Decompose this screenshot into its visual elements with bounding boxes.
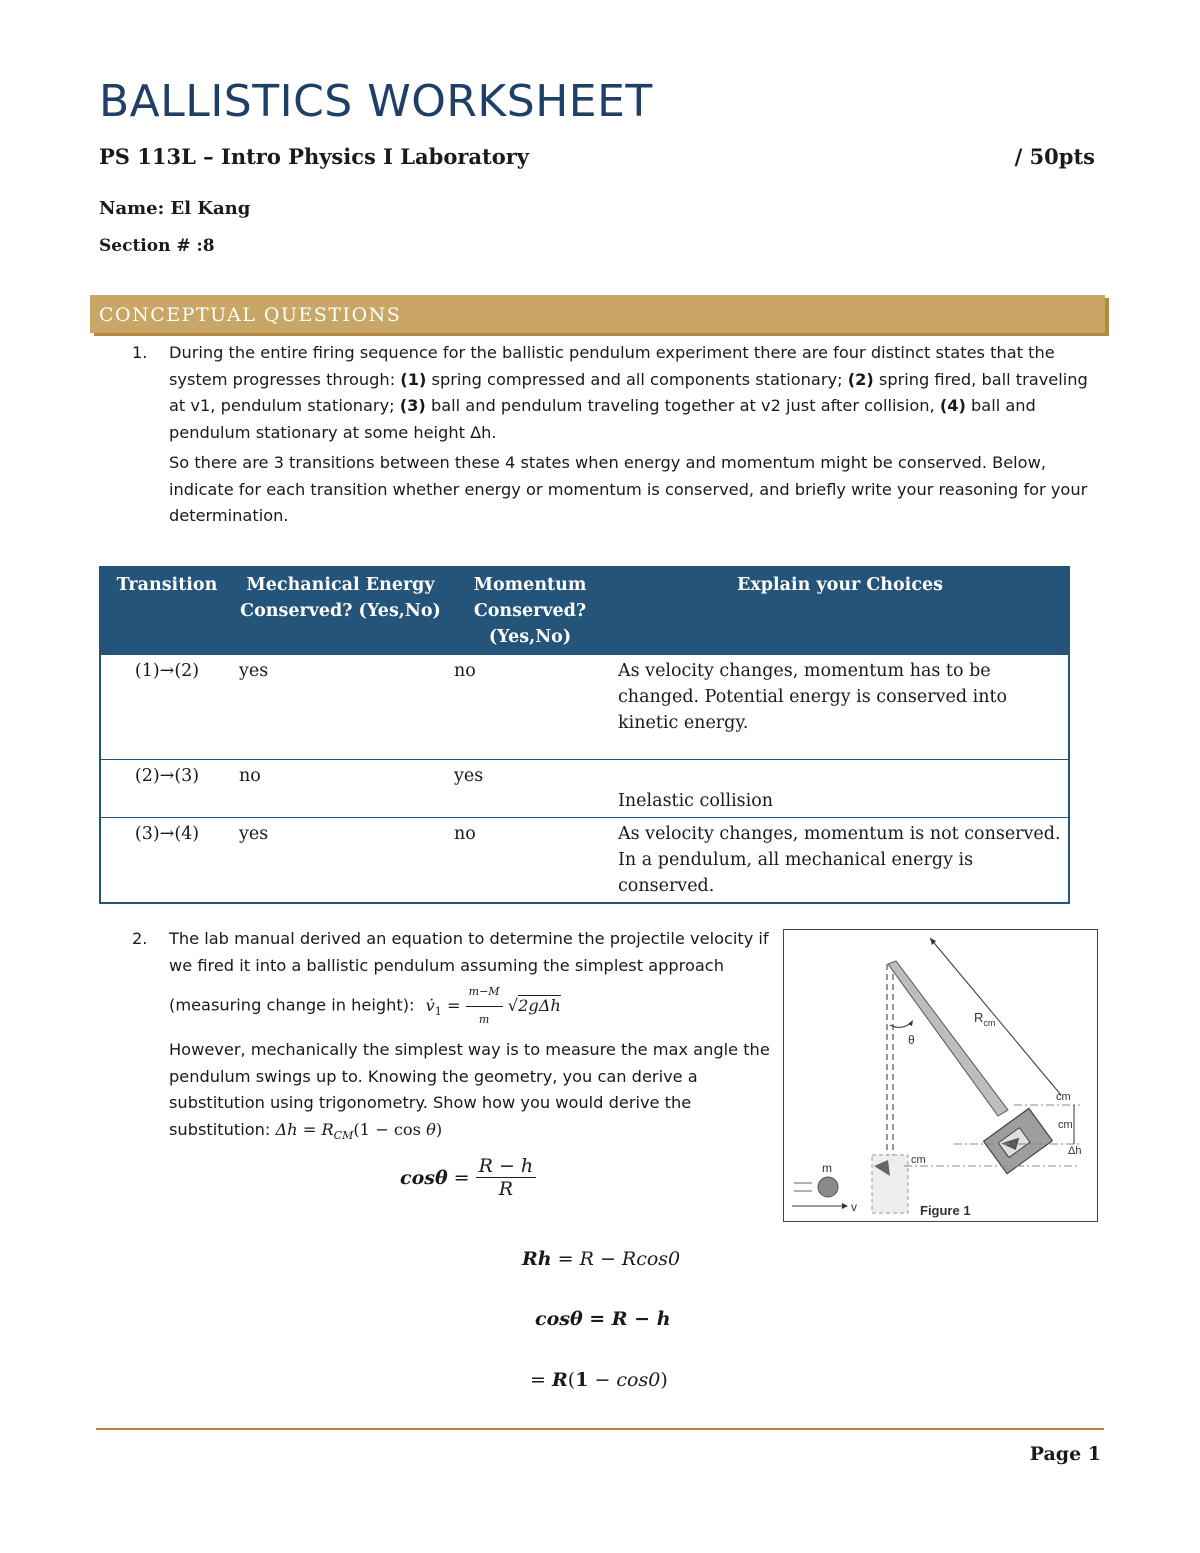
cell-transition: (3)→(4): [100, 818, 233, 904]
equation-r-one-minus-cos: = R(1 − cos0): [530, 1369, 668, 1391]
rcm-label: $R_{cm}$: [974, 1010, 996, 1028]
theta-label: θ: [908, 1033, 915, 1047]
course-name: PS 113L – Intro Physics I Laboratory: [99, 144, 529, 169]
cell-momentum: no: [448, 818, 612, 904]
velocity-equation: $v̇_1$ = $\frac{m-M}{m}$ √2gΔh: [426, 996, 561, 1015]
cell-transition: (2)→(3): [100, 760, 233, 818]
worksheet-title: BALLISTICS WORKSHEET: [99, 76, 653, 127]
figure-1: [783, 929, 1098, 1222]
transition-table: [99, 566, 1070, 904]
page-number: Page 1: [1029, 1443, 1101, 1465]
cell-momentum: yes: [448, 760, 612, 818]
header-transition: Transition: [100, 567, 233, 655]
cell-transition: (1)→(2): [100, 655, 233, 760]
dh-label: Δh: [1068, 1145, 1082, 1157]
question-1: [132, 340, 1092, 534]
cell-explain: As velocity changes, momentum is not conserved. In a pendulum, all mechanical energy is conserved.: [612, 818, 1069, 904]
table-row: [100, 760, 1069, 818]
header-energy: Mechanical Energy Conserved? (Yes,No): [233, 567, 448, 655]
cell-explain: Inelastic collision: [612, 760, 1069, 818]
course-line: [99, 144, 1095, 169]
header-momentum: Momentum Conserved? (Yes,No): [448, 567, 612, 655]
footer-rule: [96, 1428, 1104, 1430]
velocity-label: v: [851, 1200, 857, 1214]
header-explain: Explain your Choices: [612, 567, 1069, 655]
cell-explain: As velocity changes, momentum has to be changed. Potential energy is conserved into kinetic energy.: [612, 655, 1069, 760]
total-points: / 50pts: [1014, 144, 1095, 169]
equation-cos-theta: cosθ = $\frac{R - h}{R}$: [400, 1155, 536, 1200]
question-2-text-b: [169, 1037, 772, 1149]
pendulum-bob: [984, 1108, 1053, 1173]
question-1-instructions: So there are 3 transitions between these 4 states when energy and momentum might be conserved. Below, indicate for each transition whether energy or momentum is conserved, and briefly write your reasoning for your determination.: [169, 453, 1088, 525]
mass-label: m: [822, 1161, 832, 1175]
equation-rh: Rh = R − Rcos0: [522, 1248, 681, 1270]
substitution-equation: $\Delta h = R_{CM}(1 - \cos \theta)$: [275, 1119, 443, 1142]
section-banner: CONCEPTUAL QUESTIONS: [90, 295, 1105, 333]
cell-momentum: no: [448, 655, 612, 760]
cm-label-2: cm: [1058, 1119, 1073, 1131]
question-2: [132, 926, 772, 1153]
cm-label-1: cm: [1056, 1091, 1071, 1103]
table-row: [100, 818, 1069, 904]
cell-energy: yes: [233, 655, 448, 760]
cell-energy: no: [233, 760, 448, 818]
question-2-text-a-content: The lab manual derived an equation to determine the projectile velocity if we fired it into a ballistic pendulum assuming the simplest approach (measuring change in height):: [169, 929, 769, 1015]
table-row: [100, 655, 1069, 760]
figure-caption: Figure 1: [920, 1203, 971, 1218]
question-2-number: 2.: [132, 929, 148, 948]
cm-label-3: cm: [911, 1154, 926, 1166]
question-1-intro: During the entire firing sequence for the ballistic pendulum experiment there are four distinct states that the system progresses through: (1) spring compressed and all components stationary; (2) spring fired, ball traveling at v1, pendulum stationary; (3) ball and pendulum traveling together at v2 just after collision, (4) ball and pendulum stationary at some height Δh.: [169, 343, 1088, 442]
student-name: Name: El Kang: [99, 198, 251, 219]
pendulum-diagram: [784, 930, 1096, 1220]
equation-cos-r-h: cosθ = R − h: [535, 1308, 671, 1330]
cell-energy: yes: [233, 818, 448, 904]
question-2-text-b-content: However, mechanically the simplest way is to measure the max angle the pendulum swings up to. Knowing the geometry, you can derive a substitution using trigonometry. Show how you would derive the substitution:: [169, 1040, 770, 1139]
question-2-text-a: [169, 926, 772, 1033]
question-1-number: 1.: [132, 343, 148, 362]
section-number: Section # :8: [99, 236, 215, 256]
table-header-row: [100, 567, 1069, 655]
